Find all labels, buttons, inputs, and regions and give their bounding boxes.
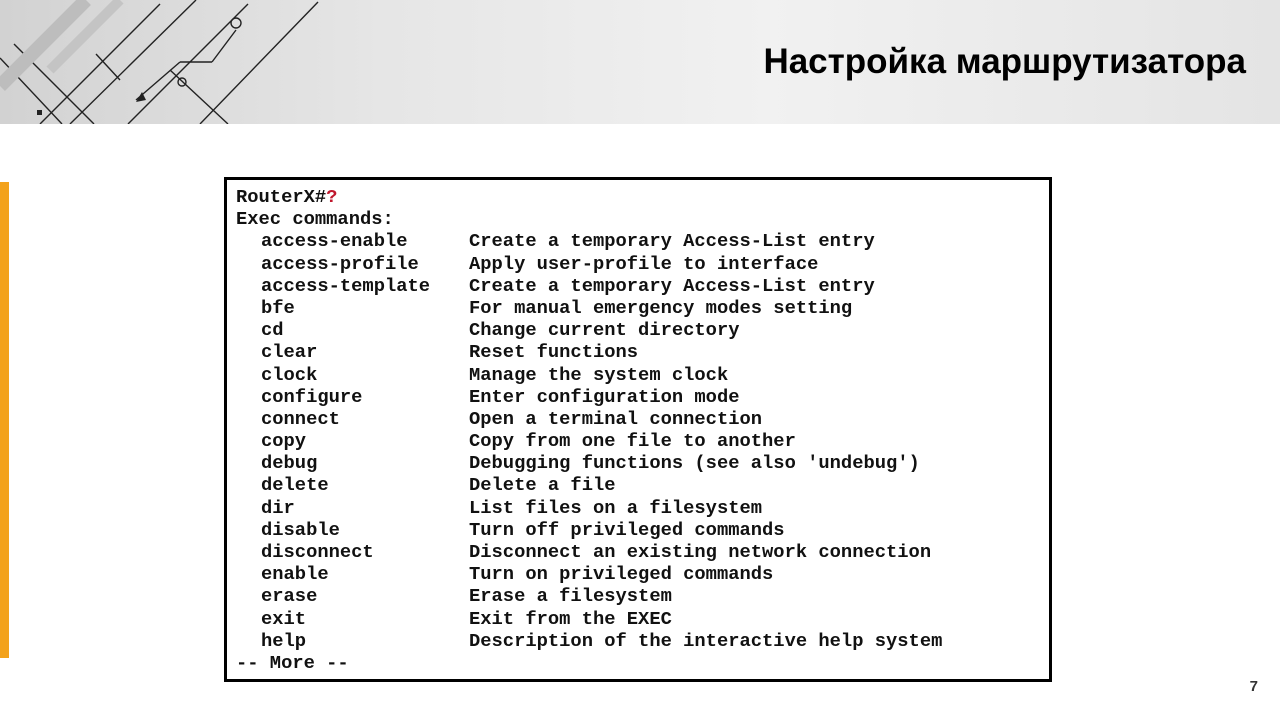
command-name: cd <box>261 319 284 342</box>
command-description: Erase a filesystem <box>469 585 672 608</box>
command-description: Open a terminal connection <box>469 407 763 430</box>
command-description: Manage the system clock <box>469 363 729 386</box>
command-name: delete <box>261 474 329 497</box>
command-name: connect <box>261 407 340 430</box>
command-description: Disconnect an existing network connection <box>469 541 932 563</box>
command-row <box>236 386 1049 408</box>
command-name: erase <box>261 585 318 608</box>
slide-header <box>0 0 1280 124</box>
square-dot-icon <box>37 110 42 115</box>
circuit-lines-decoration <box>0 0 340 124</box>
command-description: Enter configuration mode <box>469 385 740 408</box>
command-name: disconnect <box>261 541 374 563</box>
command-name: access-template <box>261 274 431 297</box>
command-list <box>236 230 1049 652</box>
command-name: enable <box>261 563 329 586</box>
command-row <box>236 408 1049 430</box>
command-description: Change current directory <box>469 319 740 342</box>
command-name: exit <box>261 607 307 630</box>
command-name: debug <box>261 452 318 475</box>
prompt-line <box>236 186 1049 208</box>
command-description: For manual emergency modes setting <box>469 296 853 319</box>
command-row <box>236 608 1049 630</box>
command-row <box>236 474 1049 496</box>
command-name: bfe <box>261 296 295 319</box>
command-description: Create a temporary Access-List entry <box>469 274 875 297</box>
command-row <box>236 585 1049 607</box>
command-row <box>236 430 1049 452</box>
command-row <box>236 452 1049 474</box>
accent-bar <box>0 182 9 658</box>
command-description: Copy from one file to another <box>469 430 796 453</box>
command-name: dir <box>261 496 295 519</box>
command-row <box>236 275 1049 297</box>
command-row <box>236 541 1049 563</box>
command-name: configure <box>261 385 363 408</box>
command-description: Debugging functions (see also 'undebug') <box>469 452 920 475</box>
command-row <box>236 563 1049 585</box>
command-description: Reset functions <box>469 341 639 364</box>
command-name: disable <box>261 518 340 541</box>
command-row <box>236 341 1049 363</box>
command-description: Description of the interactive help system <box>469 629 943 652</box>
command-row <box>236 230 1049 252</box>
commands-header: Exec commands: <box>236 208 394 231</box>
command-description: Delete a file <box>469 474 616 497</box>
command-name: access-enable <box>261 230 408 253</box>
page-number: 7 <box>1249 678 1258 695</box>
command-description: Apply user-profile to interface <box>469 252 819 275</box>
slide-title: Настройка маршрутизатора <box>763 42 1246 81</box>
prompt: RouterX# <box>236 186 327 208</box>
command-description: List files on a filesystem <box>469 496 763 519</box>
command-description: Create a temporary Access-List entry <box>469 230 875 253</box>
command-row <box>236 364 1049 386</box>
command-description: Turn off privileged commands <box>469 518 785 541</box>
command-row <box>236 630 1049 652</box>
command-row <box>236 319 1049 341</box>
command-description: Exit from the EXEC <box>469 607 672 630</box>
command-name: clear <box>261 341 318 364</box>
prompt-input: ? <box>326 186 338 208</box>
command-name: clock <box>261 363 318 386</box>
command-name: help <box>261 629 307 652</box>
command-row <box>236 497 1049 519</box>
command-row <box>236 253 1049 275</box>
more-prompt[interactable]: -- More -- <box>236 651 349 674</box>
command-row <box>236 519 1049 541</box>
terminal-output <box>224 177 1052 682</box>
command-name: copy <box>261 430 307 453</box>
command-name: access-profile <box>261 252 419 275</box>
command-row <box>236 297 1049 319</box>
command-description: Turn on privileged commands <box>469 563 774 586</box>
